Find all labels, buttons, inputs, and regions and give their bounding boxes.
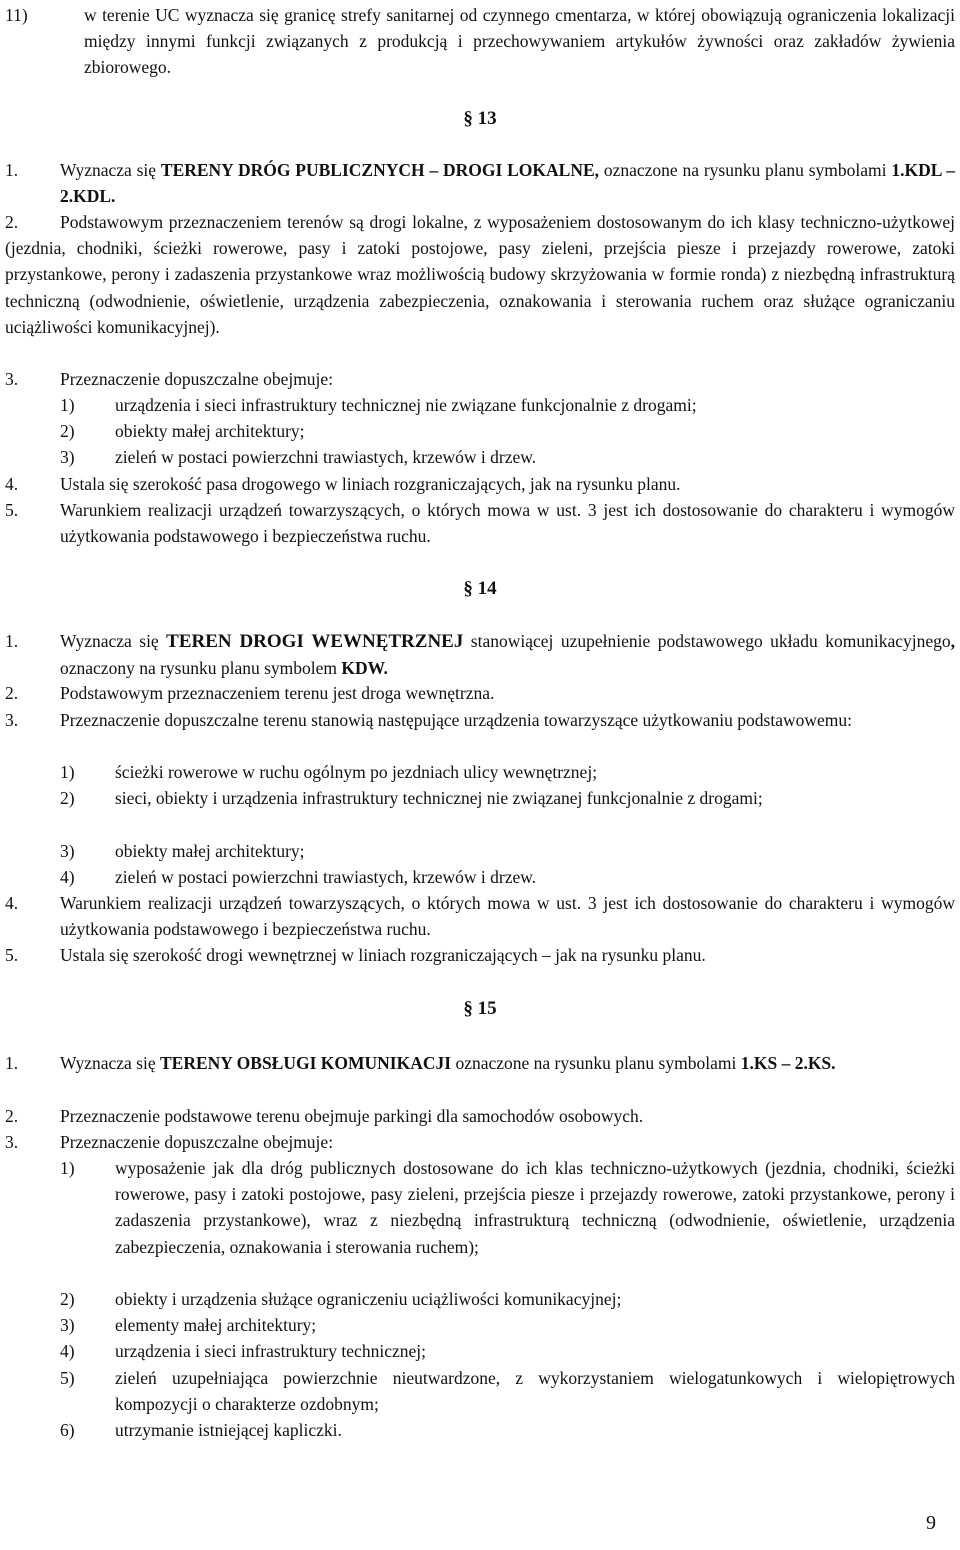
para-number: 2. [5,212,19,232]
section-number: 14 [477,578,497,599]
para-number: 5. [5,500,19,520]
para-number: 3. [5,710,19,730]
para-number: 1. [5,160,19,180]
para-number: 2. [5,683,19,703]
list-item: 1) ścieżki rowerowe w ruchu ogólnym po jezdniach ulicy wewnętrznej; [60,762,598,782]
list-item: 3) obiekty małej architektury; [60,840,305,861]
page-number: 9 [926,1512,936,1534]
section-symbol: § [463,578,473,599]
para-number: 4. [5,474,19,494]
s14-para-2 [5,680,955,706]
s13-para-5 [5,497,955,549]
section-symbol: § [463,108,473,129]
para-text: Przeznaczenie podstawowe terenu obejmuje parkingi dla samochodów osobowych. [60,1106,644,1126]
section-number: 13 [477,108,497,129]
list-item: 2) obiekty i urządzenia służące ograniczeniu uciążliwości komunikacyjnej; [60,1289,622,1309]
list-item: 6) utrzymanie istniejącej kapliczki. [60,1419,342,1440]
para-text: Przeznaczenie dopuszczalne terenu stanowią następujące urządzenia towarzyszące użytkowaniu podstawowemu: [60,710,852,730]
para-text: Ustala się szerokość pasa drogowego w liniach rozgraniczających, jak na rysunku planu. [60,474,681,494]
s15-para-2 [5,1103,955,1129]
list-item: 2) obiekty małej architektury; [60,421,305,442]
s15-list [60,1155,955,1443]
para-text: Podstawowym przeznaczeniem terenów są drogi lokalne, z wyposażeniem dostosowanym do ich klasy techniczno-użytkowej (jezdnia, chodniki, ścieżki rowerowe, pasy i zatoki postojowe, pasy zieleni, przejścia piesze i przejazdy rowerowe, zatoki przystankowe, perony i zadaszenia przystankowe wraz możliwością budowy skrzyżowania w formie ronda) z niezbędną infrastrukturą techniczną (odwodnienie, oświetlenie, urządzenia zabezpieczenia, oznakowania i sterowania ruchem oraz służące ograniczaniu uciążliwości komunikacyjnej). [5,212,955,337]
s15-para-1 [5,1050,955,1076]
list-item: 4) urządzenia i sieci infrastruktury technicznej; [60,1341,426,1362]
section-number: 15 [477,998,497,1019]
s13-para-2 [5,209,955,340]
para-text: Wyznacza się TERENY OBSŁUGI KOMUNIKACJI oznaczone na rysunku planu symbolami 1.KS – 2.KS. [60,1053,836,1073]
list-item: 5) zieleń uzupełniająca powierzchnie nieutwardzone, z wykorzystaniem wielogatunkowych i wielopiętrowych kompozycji o charakterze ozdobnym; [60,1367,955,1414]
list-item: 1) wyposażenie jak dla dróg publicznych dostosowane do ich klas techniczno-użytkowych (jezdnia, chodniki, ścieżki rowerowe, pasy i zatoki postojowe, pasy zieleni, przejścia piesze i przejazdy rowerowe, zatoki przystankowe, perony i zadaszenia przystankowe), wraz z niezbędną infrastrukturą techniczną (odwodnienie, oświetlenie, urządzenia zabezpieczenia, oznakowania i sterowania ruchem); [60,1158,955,1257]
s13-para-4 [5,471,955,497]
s13-list [60,392,955,471]
list-item: 4) zieleń w postaci powierzchni trawiastych, krzewów i drzew. [60,866,537,887]
list-item: 3) zieleń w postaci powierzchni trawiastych, krzewów i drzew. [60,447,537,468]
s14-para-5 [5,942,955,968]
s14-para-4 [5,890,955,942]
para-number: 1. [5,1053,19,1073]
section-heading-13 [60,106,900,132]
list-item: 2) sieci, obiekty i urządzenia infrastruktury technicznej nie związanej funkcjonalnie z drogami; [60,788,763,809]
item-text: w terenie UC wyznacza się granicę strefy sanitarnej od czynnego cmentarza, w której obowiązują ograniczenia lokalizacji między innymi funkcji związanych z produkcją i przechowywaniem artykułów żywności oraz zakładów żywienia zbiorowego. [84,5,955,78]
list-item: 1) urządzenia i sieci infrastruktury technicznej nie związane funkcjonalnie z drogami; [60,395,697,415]
para-text: Przeznaczenie dopuszczalne obejmuje: [60,1132,334,1152]
para-number: 4. [5,893,19,913]
para-number: 3. [5,1132,19,1152]
para-text: Wyznacza się TERENY DRÓG PUBLICZNYCH – DROGI LOKALNE, oznaczone na rysunku planu symbolami 1.KDL – 2.KDL. [60,160,955,207]
para-number: 2. [5,1106,19,1126]
item-11 [5,2,955,81]
section-symbol: § [463,998,473,1019]
s15-para-3 [5,1129,955,1155]
s13-para-1 [5,157,955,209]
para-number: 5. [5,945,19,965]
para-text: Podstawowym przeznaczeniem terenu jest droga wewnętrzna. [60,683,495,703]
para-text: Ustala się szerokość drogi wewnętrznej w liniach rozgraniczających – jak na rysunku planu. [60,945,706,965]
para-text: Warunkiem realizacji urządzeń towarzyszących, o których mowa w ust. 3 jest ich dostosowanie do charakteru i wymogów użytkowania podstawowego i bezpieczeństwa ruchu. [60,500,955,547]
para-text: Przeznaczenie dopuszczalne obejmuje: [60,369,334,389]
para-number: 1. [5,631,19,651]
s13-para-3 [5,366,955,392]
item-number: 11) [5,5,28,25]
s14-para-3 [5,707,955,733]
section-heading-15 [60,996,900,1022]
list-item: 3) elementy małej architektury; [60,1315,317,1336]
para-number: 3. [5,369,19,389]
s14-list [60,759,955,890]
section-heading-14 [60,576,900,602]
para-text: Warunkiem realizacji urządzeń towarzyszących, o których mowa w ust. 3 jest ich dostosowanie do charakteru i wymogów użytkowania podstawowego i bezpieczeństwa ruchu. [60,893,955,940]
s14-para-1 [5,628,956,681]
para-text: Wyznacza się TEREN DROGI WEWNĘTRZNEJ stanowiącej uzupełnienie podstawowego układu komunikacyjnego, oznaczony na rysunku planu symbolem KDW. [60,631,956,679]
